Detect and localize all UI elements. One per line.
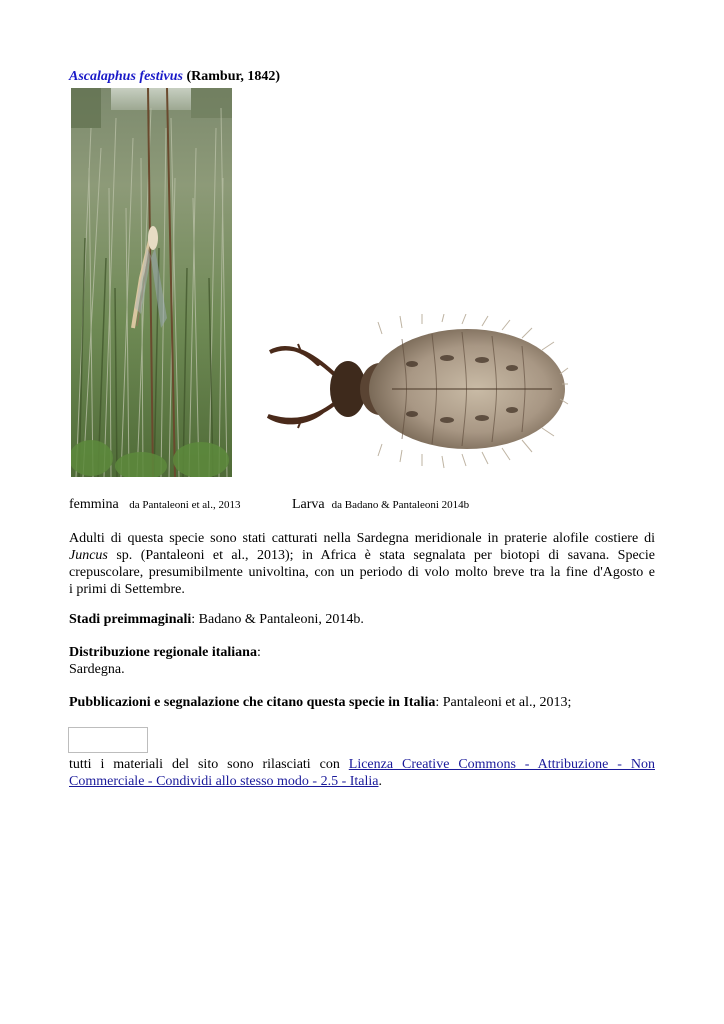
page-title	[69, 69, 280, 85]
regional-distribution	[69, 644, 655, 678]
license-link-part-1[interactable]: Licenza Creative Commons - Attribuzione - Non	[348, 757, 655, 772]
preimaginal-stages	[69, 611, 655, 628]
genus-juncus: Juncus	[69, 548, 108, 563]
female-caption-label: femmina	[69, 497, 119, 512]
female-caption-source: da Pantaleoni et al., 2013	[129, 499, 241, 511]
regional-distribution-colon: :	[256, 645, 261, 660]
larva-caption-label: Larva	[292, 497, 325, 512]
preimaginal-stages-value: : Badano & Pantaleoni, 2014b.	[191, 612, 364, 627]
description-line-2-rest: sp. (Pantaleoni et al., 2013); in Africa è stata segnalata per biotopi di savana. Specie	[107, 548, 655, 563]
larva-photo	[262, 314, 570, 470]
license-period: .	[378, 774, 382, 789]
regional-distribution-label: Distribuzione regionale italiana	[69, 645, 257, 660]
preimaginal-stages-label: Stadi preimmaginali	[69, 612, 192, 627]
larva-caption-source: da Badano & Pantaleoni 2014b	[331, 499, 470, 511]
female-photo	[71, 88, 232, 477]
license-text: tutti i materiali del sito sono rilasciati con	[69, 757, 349, 772]
publications-label: Pubblicazioni e segnalazione che citano questa specie in Italia	[69, 695, 436, 710]
publications-value: : Pantaleoni et al., 2013;	[435, 695, 572, 710]
publications	[69, 694, 655, 711]
female-caption	[69, 497, 240, 513]
species-description	[69, 530, 655, 598]
species-author: (Rambur, 1842)	[186, 69, 281, 84]
license-badge[interactable]	[68, 727, 148, 753]
description-line-1: Adulti di questa specie sono stati catturati nella Sardegna meridionale in praterie alofile costiere di	[69, 531, 655, 546]
description-line-3: crepuscolare, presumibilmente univoltina, con un periodo di volo molto breve tra la fine d'Agosto e	[69, 565, 655, 580]
regional-distribution-value: Sardegna.	[69, 662, 125, 677]
description-line-2	[69, 547, 655, 564]
license-link-part-2[interactable]: Commerciale - Condividi allo stesso modo - 2.5 - Italia	[69, 774, 379, 789]
description-line-4: i primi di Settembre.	[69, 582, 185, 597]
license-line-2	[69, 773, 655, 790]
species-name: Ascalaphus festivus	[69, 69, 183, 84]
larva-caption	[292, 497, 469, 513]
license-notice	[69, 756, 655, 790]
license-line-1	[69, 756, 655, 773]
